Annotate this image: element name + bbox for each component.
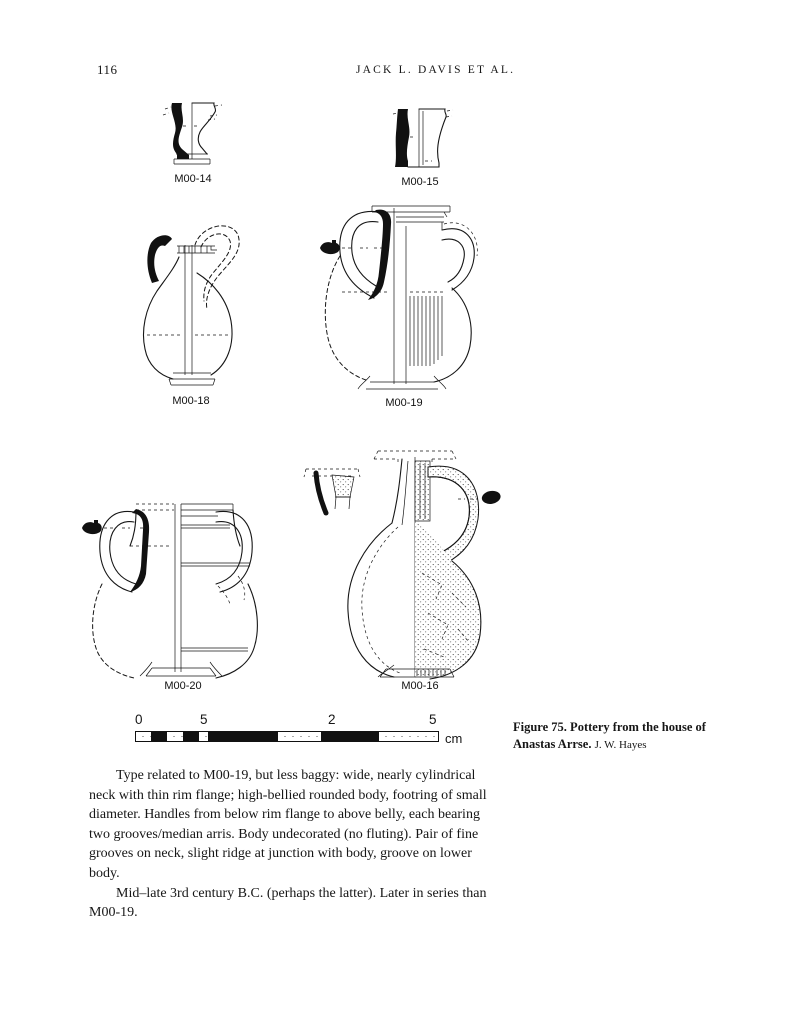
pottery-drawing-m00-16 [302, 443, 504, 683]
vessel-label-m00-15: M00-15 [401, 176, 439, 188]
scale-label-2: 2 [328, 712, 336, 727]
scale-label-0: 0 [135, 712, 143, 727]
paragraph-type-description: Type related to M00-19, but less baggy: wide, nearly cylindrical neck with thin rim flange; high-bellied rounded body, footring of small diameter. Handles from below rim flange to above belly, each bearing two grooves/median arris. Body undecorated (no fluting). Pair of fine grooves on neck, slight ridge at junction with body, groove on lower body. [89, 768, 487, 881]
vessel-label-m00-14: M00-14 [174, 173, 212, 185]
page-number: 116 [97, 62, 118, 77]
pottery-drawing-m00-19 [314, 200, 478, 394]
running-header: JACK L. DAVIS ET AL. [356, 64, 516, 76]
figure-caption [513, 719, 723, 753]
vessel-label-m00-18: M00-18 [172, 395, 210, 407]
caption-text: Figure 75. Pottery from the house of Anastas Arrse. [513, 720, 706, 751]
scale-label-1: 5 [200, 712, 208, 727]
vessel-label-m00-19: M00-19 [385, 397, 423, 409]
pottery-drawing-m00-15 [385, 107, 455, 175]
body-text [89, 766, 493, 923]
pottery-drawing-m00-20 [78, 496, 260, 682]
vessel-label-m00-16: M00-16 [401, 680, 439, 692]
caption-credit: J. W. Hayes [594, 738, 647, 751]
scale-bar-strip [135, 731, 439, 742]
scale-bar [135, 711, 475, 751]
vessel-label-m00-20: M00-20 [164, 680, 202, 692]
pottery-drawing-m00-14 [152, 101, 234, 172]
scale-unit: cm [445, 731, 463, 746]
pottery-drawing-m00-18 [139, 217, 243, 391]
paragraph-dating: Mid–late 3rd century B.C. (perhaps the latter). Later in series than M00-19. [89, 885, 487, 921]
scale-label-3: 5 [429, 712, 437, 727]
